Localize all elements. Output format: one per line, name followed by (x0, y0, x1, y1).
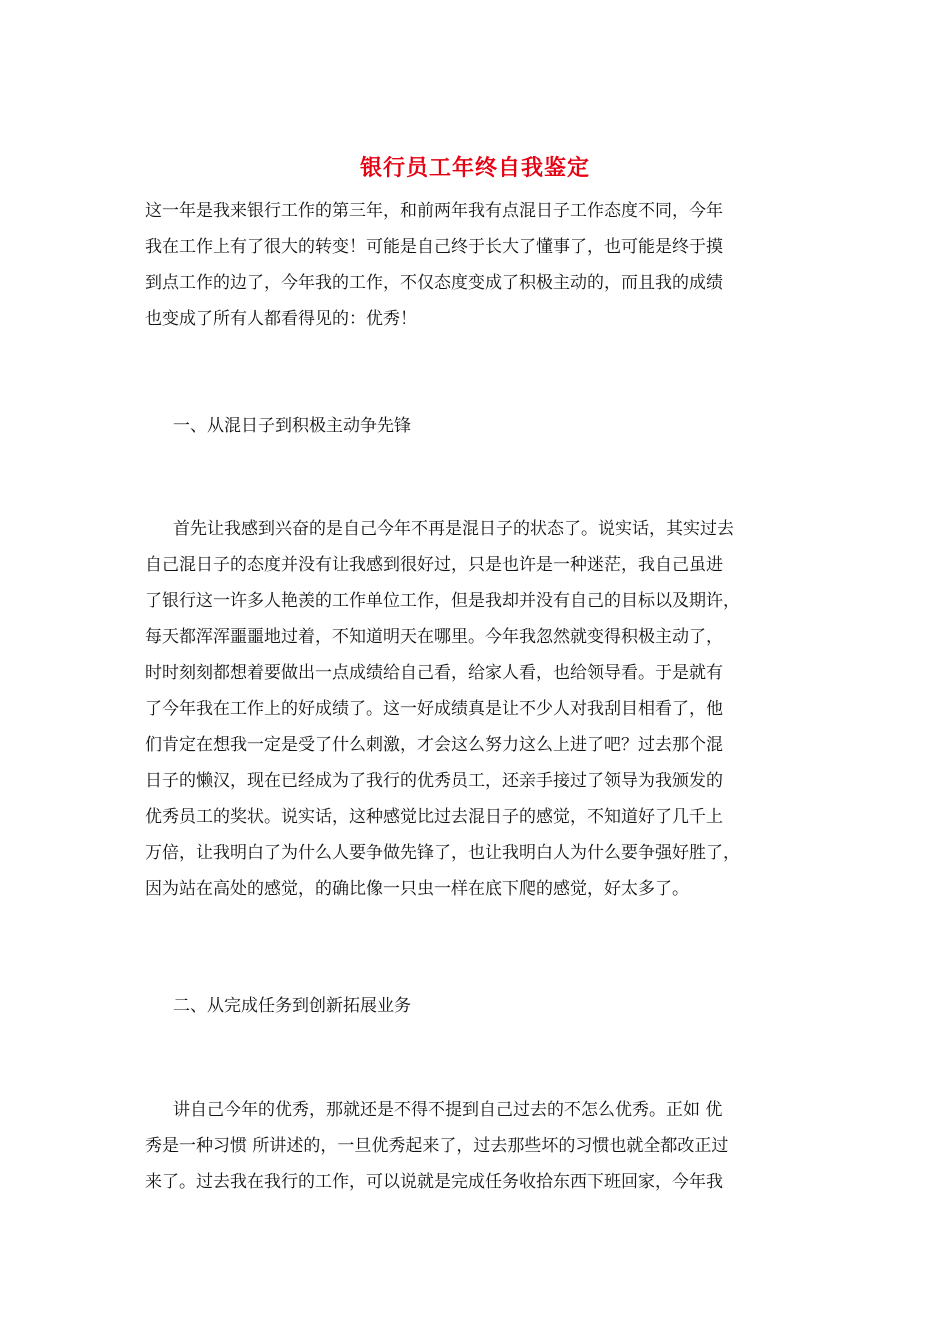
paragraph-line: 讲自己今年的优秀，那就还是不得不提到自己过去的不怎么优秀。正如 优 (173, 1100, 723, 1120)
paragraph-line: 来了。过去我在我行的工作，可以说就是完成任务收拾东西下班回家，今年我 (145, 1172, 723, 1192)
paragraph-line: 秀是一种习惯 所讲述的，一旦优秀起来了，过去那些坏的习惯也就全都改正过 (145, 1136, 729, 1156)
paragraph-line: 每天都浑浑噩噩地过着，不知道明天在哪里。今年我忽然就变得积极主动了， (145, 627, 723, 647)
section-heading-2: 二、从完成任务到创新拓展业务 (173, 996, 411, 1016)
section-1-paragraph (145, 511, 805, 907)
paragraph-line: 首先让我感到兴奋的是自己今年不再是混日子的状态了。说实话，其实过去 (173, 519, 734, 539)
paragraph-line: 了银行这一许多人艳羡的工作单位工作，但是我却并没有自己的目标以及期许， (145, 591, 740, 611)
document-title: 银行员工年终自我鉴定 (359, 155, 590, 181)
paragraph-line: 优秀员工的奖状。说实话，这种感觉比过去混日子的感觉，不知道好了几千上 (145, 807, 723, 827)
paragraph-line: 我在工作上有了很大的转变！可能是自己终于长大了懂事了，也可能是终于摸 (145, 237, 723, 257)
section-2-paragraph (145, 1092, 805, 1200)
paragraph-line: 自己混日子的态度并没有让我感到很好过，只是也许是一种迷茫，我自己虽进 (145, 555, 723, 575)
intro-paragraph (145, 193, 805, 337)
section-heading-1: 一、从混日子到积极主动争先锋 (173, 416, 411, 436)
paragraph-line: 们肯定在想我一定是受了什么刺激，才会这么努力这么上进了吧？过去那个混 (145, 735, 723, 755)
paragraph-line: 因为站在高处的感觉，的确比像一只虫一样在底下爬的感觉，好太多了。 (145, 879, 689, 899)
paragraph-line: 日子的懒汉，现在已经成为了我行的优秀员工，还亲手接过了领导为我颁发的 (145, 771, 723, 791)
paragraph-line: 了今年我在工作上的好成绩了。这一好成绩真是让不少人对我刮目相看了，他 (145, 699, 723, 719)
paragraph-line: 万倍，让我明白了为什么人要争做先锋了，也让我明白人为什么要争强好胜了， (145, 843, 740, 863)
paragraph-line: 这一年是我来银行工作的第三年，和前两年我有点混日子工作态度不同，今年 (145, 201, 723, 221)
paragraph-line: 到点工作的边了，今年我的工作，不仅态度变成了积极主动的，而且我的成绩 (145, 273, 723, 293)
paragraph-line: 时时刻刻都想着要做出一点成绩给自己看，给家人看，也给领导看。于是就有 (145, 663, 723, 683)
paragraph-line: 也变成了所有人都看得见的：优秀！ (145, 309, 417, 329)
